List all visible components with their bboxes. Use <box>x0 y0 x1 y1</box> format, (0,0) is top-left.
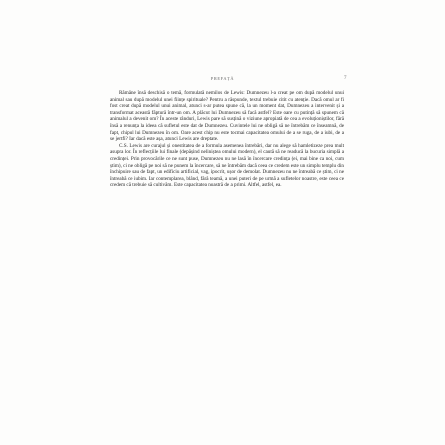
page-number: 7 <box>344 76 347 81</box>
paragraph-1: Rămâne însă deschisă o temă, formulată nemilos de Lewis: Dumnezeu l-a creat pe om după modelul unui animal sau după modelul unei ființe spirituale? Pentru a răspunde, textul trebuie citit cu atenție. Dacă omul ar fi fost creat după modelul unui animal, atunci s-ar putea spune că, la un moment dat, Dumnezeu a intervenit și a transformat această făptură într-un om. A plăcut lui Dumnezeu să facă astfel? Este oare cu putință să spunem că animalul a devenit om? În aceste rânduri, Lewis pare să susțină o viziune apropiată de cea a evoluționiștilor, fără însă a renunța la ideea că sufletul este dat de Dumnezeu. Cuvintele lui ne obligă să ne întrebăm ce înseamnă, de fapt, chipul lui Dumnezeu în om. Oare acest chip nu este tocmai capacitatea omului de a se ruga, de a iubi, de a se jertfi? Iar dacă este așa, atunci Lewis are dreptate. <box>110 90 344 143</box>
running-head: PREFAȚĂ <box>210 76 235 81</box>
body-text <box>110 90 344 189</box>
paragraph-2: C.S. Lewis are curajul și onestitatea de a formula asemenea întrebări, dar nu alege să hamletizeze prea mult asupra lor. În reflecțiile lui finale (depășind neliniștea omului modern), el caută să ne readucă la bucuria simplă a credinței. Prin provocările ce ne sunt puse, Dumnezeu nu ne lasă în încercare credința (ei, mai bine ca noi, cum știm), ci ne obligă pe noi să ne punem la încercare, să ne întrebăm dacă ceea ce credem este un simplu templu din închipuire sau de fapt, un edificiu artificial, vag, ipocrit, ușor de demolat. Dumnezeu nu ne întreabă ce știm, ci ne întreabă ce iubim. Iar contemplarea, blând, fără teamă, a unei puteri de pe urmă a sufletelor noastre, este ceea ce credem că trebuie să cultivăm. Este capacitatea noastră de a primi. Altfel, astfel, ea. <box>110 142 344 189</box>
page-header <box>0 76 445 86</box>
